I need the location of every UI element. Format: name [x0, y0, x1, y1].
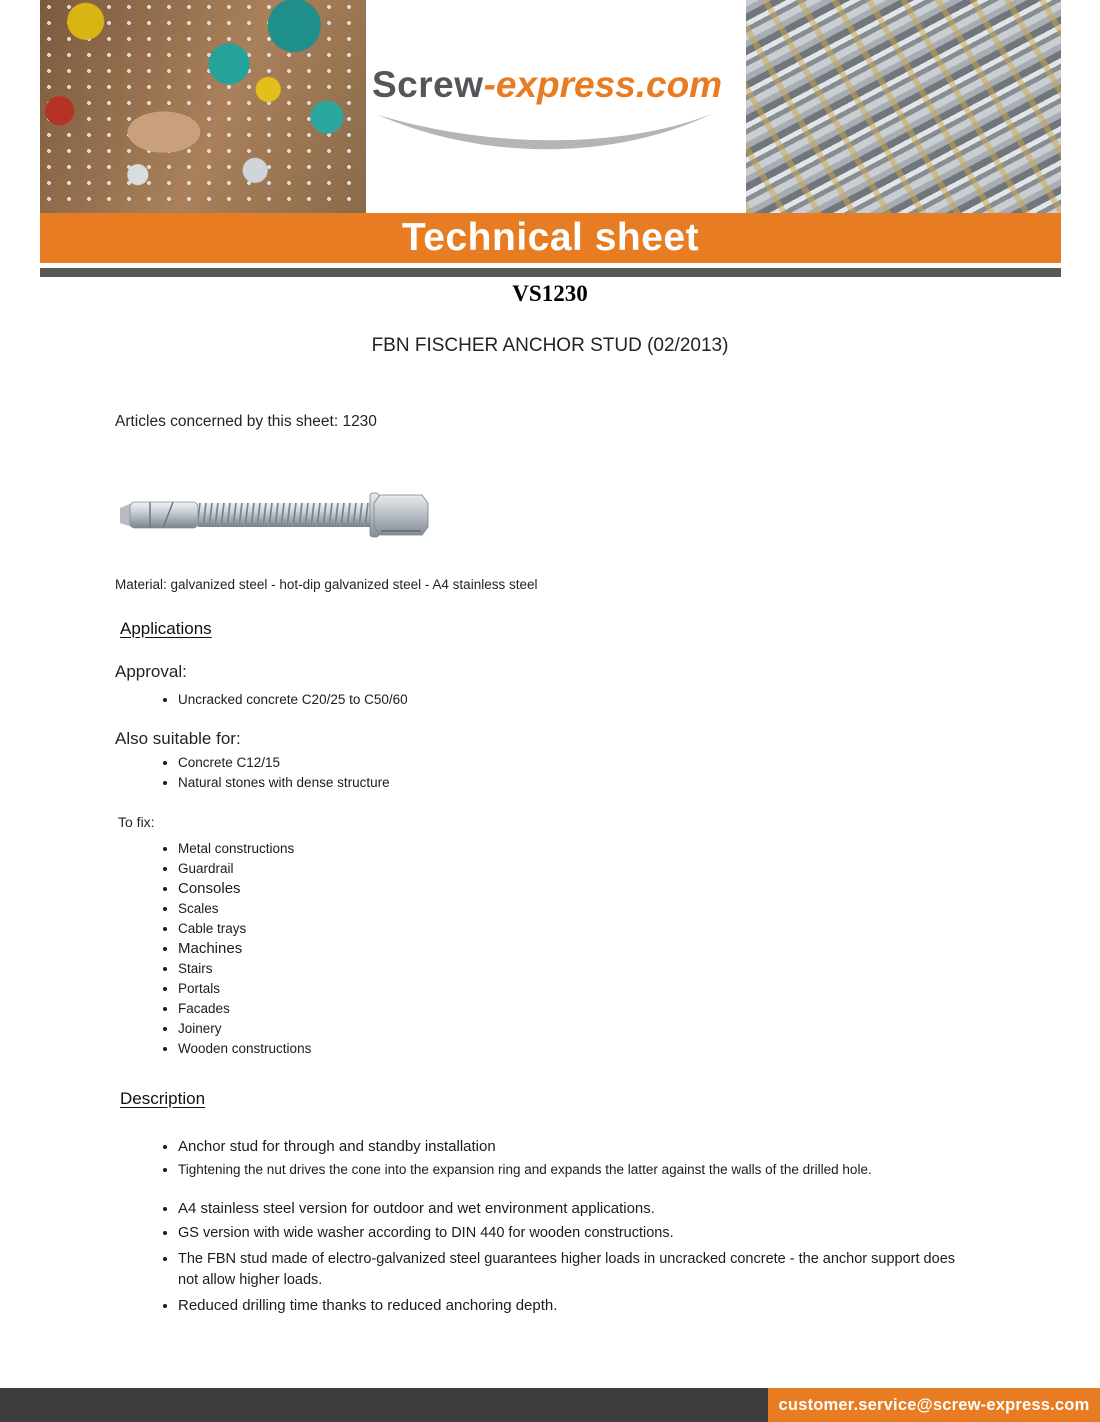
- to-fix-item: • Cable trays: [178, 919, 961, 939]
- description-item: • A4 stainless steel version for outdoor and wet environment applications.: [178, 1199, 961, 1218]
- also-suitable-item: • Concrete C12/15: [178, 753, 961, 773]
- anchor-stud-image: [112, 472, 434, 563]
- approval-list: [141, 690, 961, 710]
- material-line: Material: galvanized steel - hot-dip galvanized steel - A4 stainless steel: [115, 577, 538, 592]
- also-suitable-item: • Natural stones with dense structure: [178, 773, 961, 793]
- anchor-stud-graphic: [112, 472, 434, 558]
- footer-email-block: [768, 1388, 1100, 1422]
- to-fix-item: • Guardrail: [178, 859, 961, 879]
- screw-express-logo: [372, 64, 744, 153]
- description-item: • GS version with wide washer according to DIN 440 for wooden constructions.: [178, 1223, 961, 1244]
- to-fix-item: • Scales: [178, 899, 961, 919]
- document-title: FBN FISCHER ANCHOR STUD (02/2013): [371, 335, 729, 356]
- applications-heading: Applications: [120, 619, 212, 638]
- description-item: • Anchor stud for through and standby installation: [178, 1137, 961, 1156]
- description-heading: Description: [120, 1089, 206, 1108]
- to-fix-list: [141, 839, 961, 1059]
- logo-text-express: -express.com: [483, 64, 723, 105]
- screws-photo: [746, 0, 1061, 213]
- articles-line: Articles concerned by this sheet: 1230: [115, 413, 377, 430]
- header-divider-bar: [40, 268, 1061, 277]
- approval-label: Approval:: [115, 662, 187, 681]
- banner-title: Technical sheet: [401, 216, 700, 259]
- footer-email[interactable]: customer.service@screw-express.com: [778, 1395, 1090, 1414]
- document-code: VS1230: [512, 281, 588, 306]
- also-suitable-list: [141, 753, 961, 793]
- to-fix-item: • Machines: [178, 939, 961, 959]
- to-fix-item: • Metal constructions: [178, 839, 961, 859]
- logo-swoosh: [372, 109, 720, 153]
- description-item: • Reduced drilling time thanks to reduced anchoring depth.: [178, 1296, 961, 1315]
- to-fix-item: • Wooden constructions: [178, 1039, 961, 1059]
- to-fix-label: To fix:: [118, 814, 155, 830]
- description-item: • The FBN stud made of electro-galvanized steel guarantees higher loads in uncracked concrete - the anchor support does not allow higher loads.: [178, 1249, 961, 1291]
- to-fix-item: • Portals: [178, 979, 961, 999]
- approval-item: • Uncracked concrete C20/25 to C50/60: [178, 690, 961, 710]
- to-fix-item: • Stairs: [178, 959, 961, 979]
- description-list: [141, 1137, 961, 1320]
- to-fix-item: • Joinery: [178, 1019, 961, 1039]
- workbench-photo: [40, 0, 366, 213]
- logo-text-screw: Screw: [372, 64, 484, 105]
- technical-sheet-banner: [40, 213, 1061, 263]
- description-item: • Tightening the nut drives the cone into the expansion ring and expands the latter against the walls of the drilled hole.: [178, 1161, 961, 1179]
- to-fix-item: • Facades: [178, 999, 961, 1019]
- to-fix-item: • Consoles: [178, 879, 961, 899]
- also-suitable-label: Also suitable for:: [115, 729, 241, 748]
- footer-bar: [0, 1388, 1100, 1422]
